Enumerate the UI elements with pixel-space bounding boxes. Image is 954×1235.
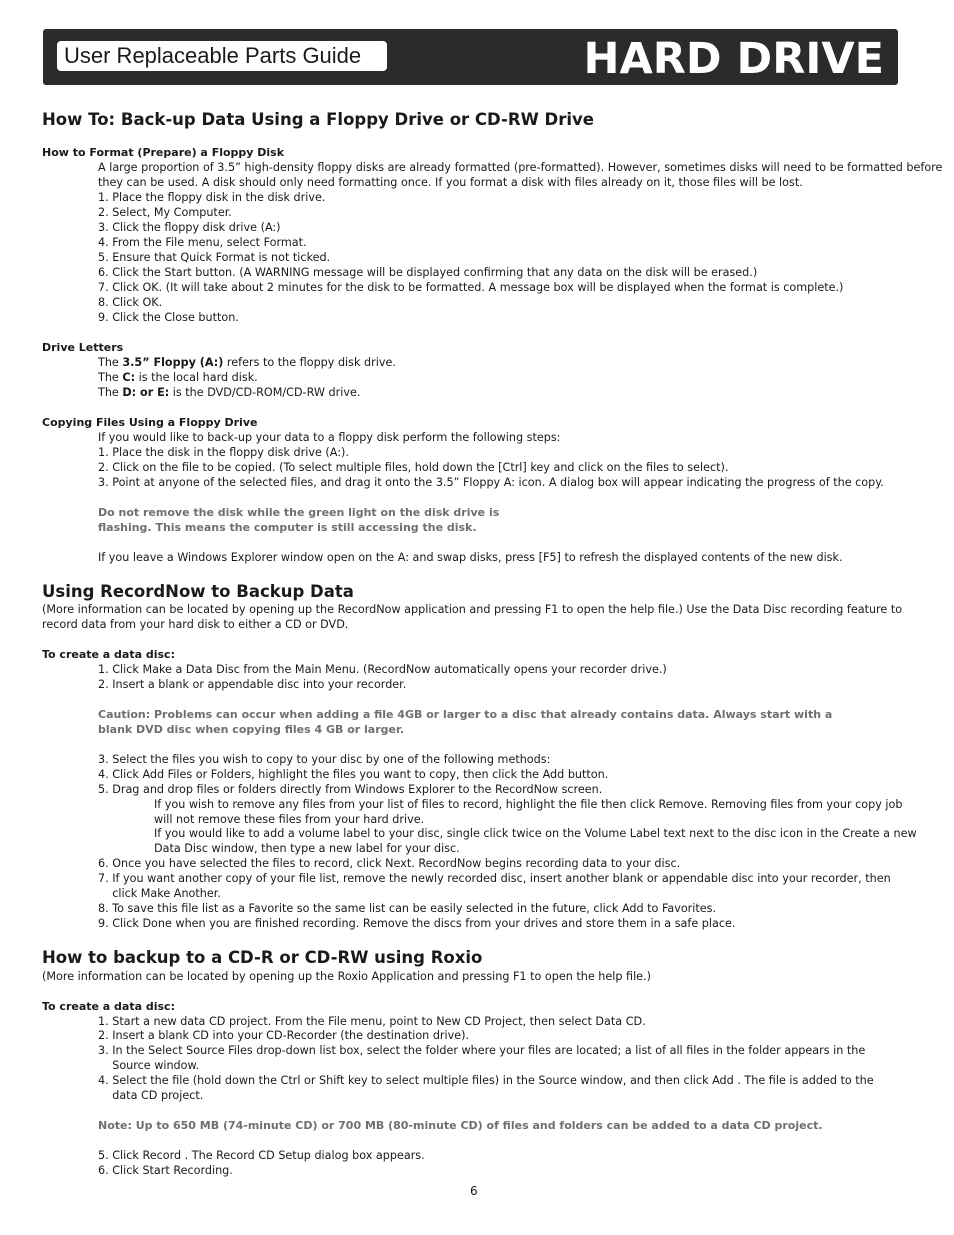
recordnow-step: 1. Click Make a Data Disc from the Main Menu. (RecordNow automatically opens your recorder drive.): [98, 663, 667, 676]
drive-letter-line: The C: is the local hard disk.: [98, 371, 258, 384]
recordnow-step: 8. To save this file list as a Favorite so the same list can be easily selected in the future, click Add to Favorites.: [98, 902, 717, 915]
disk-warning-line-1: Do not remove the disk while the green light on the disk drive is: [98, 506, 500, 519]
roxio-step: 5. Click Record . The Record CD Setup dialog box appears.: [98, 1149, 425, 1162]
roxio-step: data CD project.: [98, 1089, 204, 1102]
recordnow-indent-note: will not remove these files from your hard drive.: [154, 813, 425, 826]
recordnow-step: 7. If you want another copy of your file list, remove the newly recorded disc, insert another blank or appendable disc into your recorder, then: [98, 872, 891, 885]
recordnow-heading: Using RecordNow to Backup Data: [42, 582, 354, 601]
section-title: HARD DRIVE: [583, 34, 884, 84]
drive-letter-line: The D: or E: is the DVD/CD-ROM/CD-RW drive.: [98, 386, 361, 399]
recordnow-step: 6. Once you have selected the files to record, click Next. RecordNow begins recording data to your disc.: [98, 857, 681, 870]
format-step: 3. Click the floppy disk drive (A:): [98, 221, 281, 234]
guide-title: User Replaceable Parts Guide: [56, 40, 388, 72]
roxio-heading: How to backup to a CD-R or CD-RW using Roxio: [42, 948, 483, 967]
caution-line-1: Caution: Problems can occur when adding a file 4GB or larger to a disc that already contains data. Always start with a: [98, 708, 833, 721]
recordnow-step: 3. Select the files you wish to copy to your disc by one of the following methods:: [98, 753, 551, 766]
recordnow-indent-note: If you wish to remove any files from your list of files to record, highlight the file then click Remove. Removing files from your copy job: [154, 798, 903, 811]
format-step: 6. Click the Start button. (A WARNING message will be displayed confirming that any data on the disk will be erased.): [98, 266, 758, 279]
recordnow-indent-note: If you would like to add a volume label to your disc, single click twice on the Volume Label text next to the disc icon in the Create a new: [154, 827, 917, 840]
floppy-heading: How To: Back-up Data Using a Floppy Drive or CD-RW Drive: [42, 110, 594, 129]
recordnow-intro-line-2: record data from your hard disk to either a CD or DVD.: [42, 618, 349, 631]
roxio-step: 1. Start a new data CD project. From the File menu, point to New CD Project, then select Data CD.: [98, 1015, 646, 1028]
format-step: 4. From the File menu, select Format.: [98, 236, 307, 249]
format-step: 1. Place the floppy disk in the disk drive.: [98, 191, 326, 204]
recordnow-create-subheading: To create a data disc:: [42, 648, 175, 661]
roxio-step: 3. In the Select Source Files drop-down list box, select the folder where your files are located; a list of all files in the folder appears in the: [98, 1044, 866, 1057]
roxio-step: 2. Insert a blank CD into your CD-Recorder (the destination drive).: [98, 1029, 470, 1042]
roxio-note: Note: Up to 650 MB (74-minute CD) or 700 MB (80-minute CD) of files and folders can be added to a data CD project.: [98, 1119, 823, 1132]
format-step: 8. Click OK.: [98, 296, 163, 309]
format-step: 2. Select, My Computer.: [98, 206, 232, 219]
recordnow-indent-note: Data Disc window, then type a new label for your disc.: [154, 842, 460, 855]
recordnow-step: click Make Another.: [98, 887, 221, 900]
recordnow-step: 4. Click Add Files or Folders, highlight the files you want to copy, then click the Add button.: [98, 768, 609, 781]
drive-letter-line: The 3.5” Floppy (A:) refers to the floppy disk drive.: [98, 356, 396, 369]
copy-step: 1. Place the disk in the floppy disk drive (A:).: [98, 446, 349, 459]
roxio-step: Source window.: [98, 1059, 200, 1072]
recordnow-intro-line-1: (More information can be located by opening up the RecordNow application and pressing F1 to open the help file.) Use the Data Disc recording feature to: [42, 603, 903, 616]
page-number: 6: [470, 1184, 478, 1198]
roxio-step: 6. Click Start Recording.: [98, 1164, 233, 1177]
format-step: 5. Ensure that Quick Format is not ticked.: [98, 251, 331, 264]
recordnow-step: 9. Click Done when you are finished recording. Remove the discs from your drives and store them in a safe place.: [98, 917, 736, 930]
copy-intro: If you would like to back-up your data to a floppy disk perform the following steps:: [98, 431, 561, 444]
recordnow-step: 2. Insert a blank or appendable disc into your recorder.: [98, 678, 407, 691]
roxio-step: 4. Select the file (hold down the Ctrl or Shift key to select multiple files) in the Source window, and then click Add . The file is added to the: [98, 1074, 874, 1087]
roxio-create-subheading: To create a data disc:: [42, 1000, 175, 1013]
format-step: 9. Click the Close button.: [98, 311, 239, 324]
drive-letters-subheading: Drive Letters: [42, 341, 124, 354]
disk-warning-line-2: flashing. This means the computer is still accessing the disk.: [98, 521, 477, 534]
format-intro-line-2: they can be used. A disk should only need formatting once. If you format a disk with files already on it, those files will be lost.: [98, 176, 803, 189]
roxio-intro: (More information can be located by opening up the Roxio Application and pressing F1 to open the help file.): [42, 970, 651, 983]
recordnow-step: 5. Drag and drop files or folders directly from Windows Explorer to the RecordNow screen.: [98, 783, 603, 796]
refresh-tip: If you leave a Windows Explorer window open on the A: and swap disks, press [F5] to refresh the displayed contents of the new disk.: [98, 551, 843, 564]
copy-step: 3. Point at anyone of the selected files, and drag it onto the 3.5” Floppy A: icon. A dialog box will appear indicating the progress of the copy.: [98, 476, 884, 489]
format-subheading: How to Format (Prepare) a Floppy Disk: [42, 146, 285, 159]
copy-files-subheading: Copying Files Using a Floppy Drive: [42, 416, 258, 429]
caution-line-2: blank DVD disc when copying files 4 GB or larger.: [98, 723, 405, 736]
format-intro-line-1: A large proportion of 3.5” high-density floppy disks are already formatted (pre-formatted). However, sometimes disks will need to be formatted before: [98, 161, 943, 174]
format-step: 7. Click OK. (It will take about 2 minutes for the disk to be formatted. A message box will be displayed when the format is complete.): [98, 281, 844, 294]
copy-step: 2. Click on the file to be copied. (To select multiple files, hold down the [Ctrl] key and click on the files to select).: [98, 461, 729, 474]
